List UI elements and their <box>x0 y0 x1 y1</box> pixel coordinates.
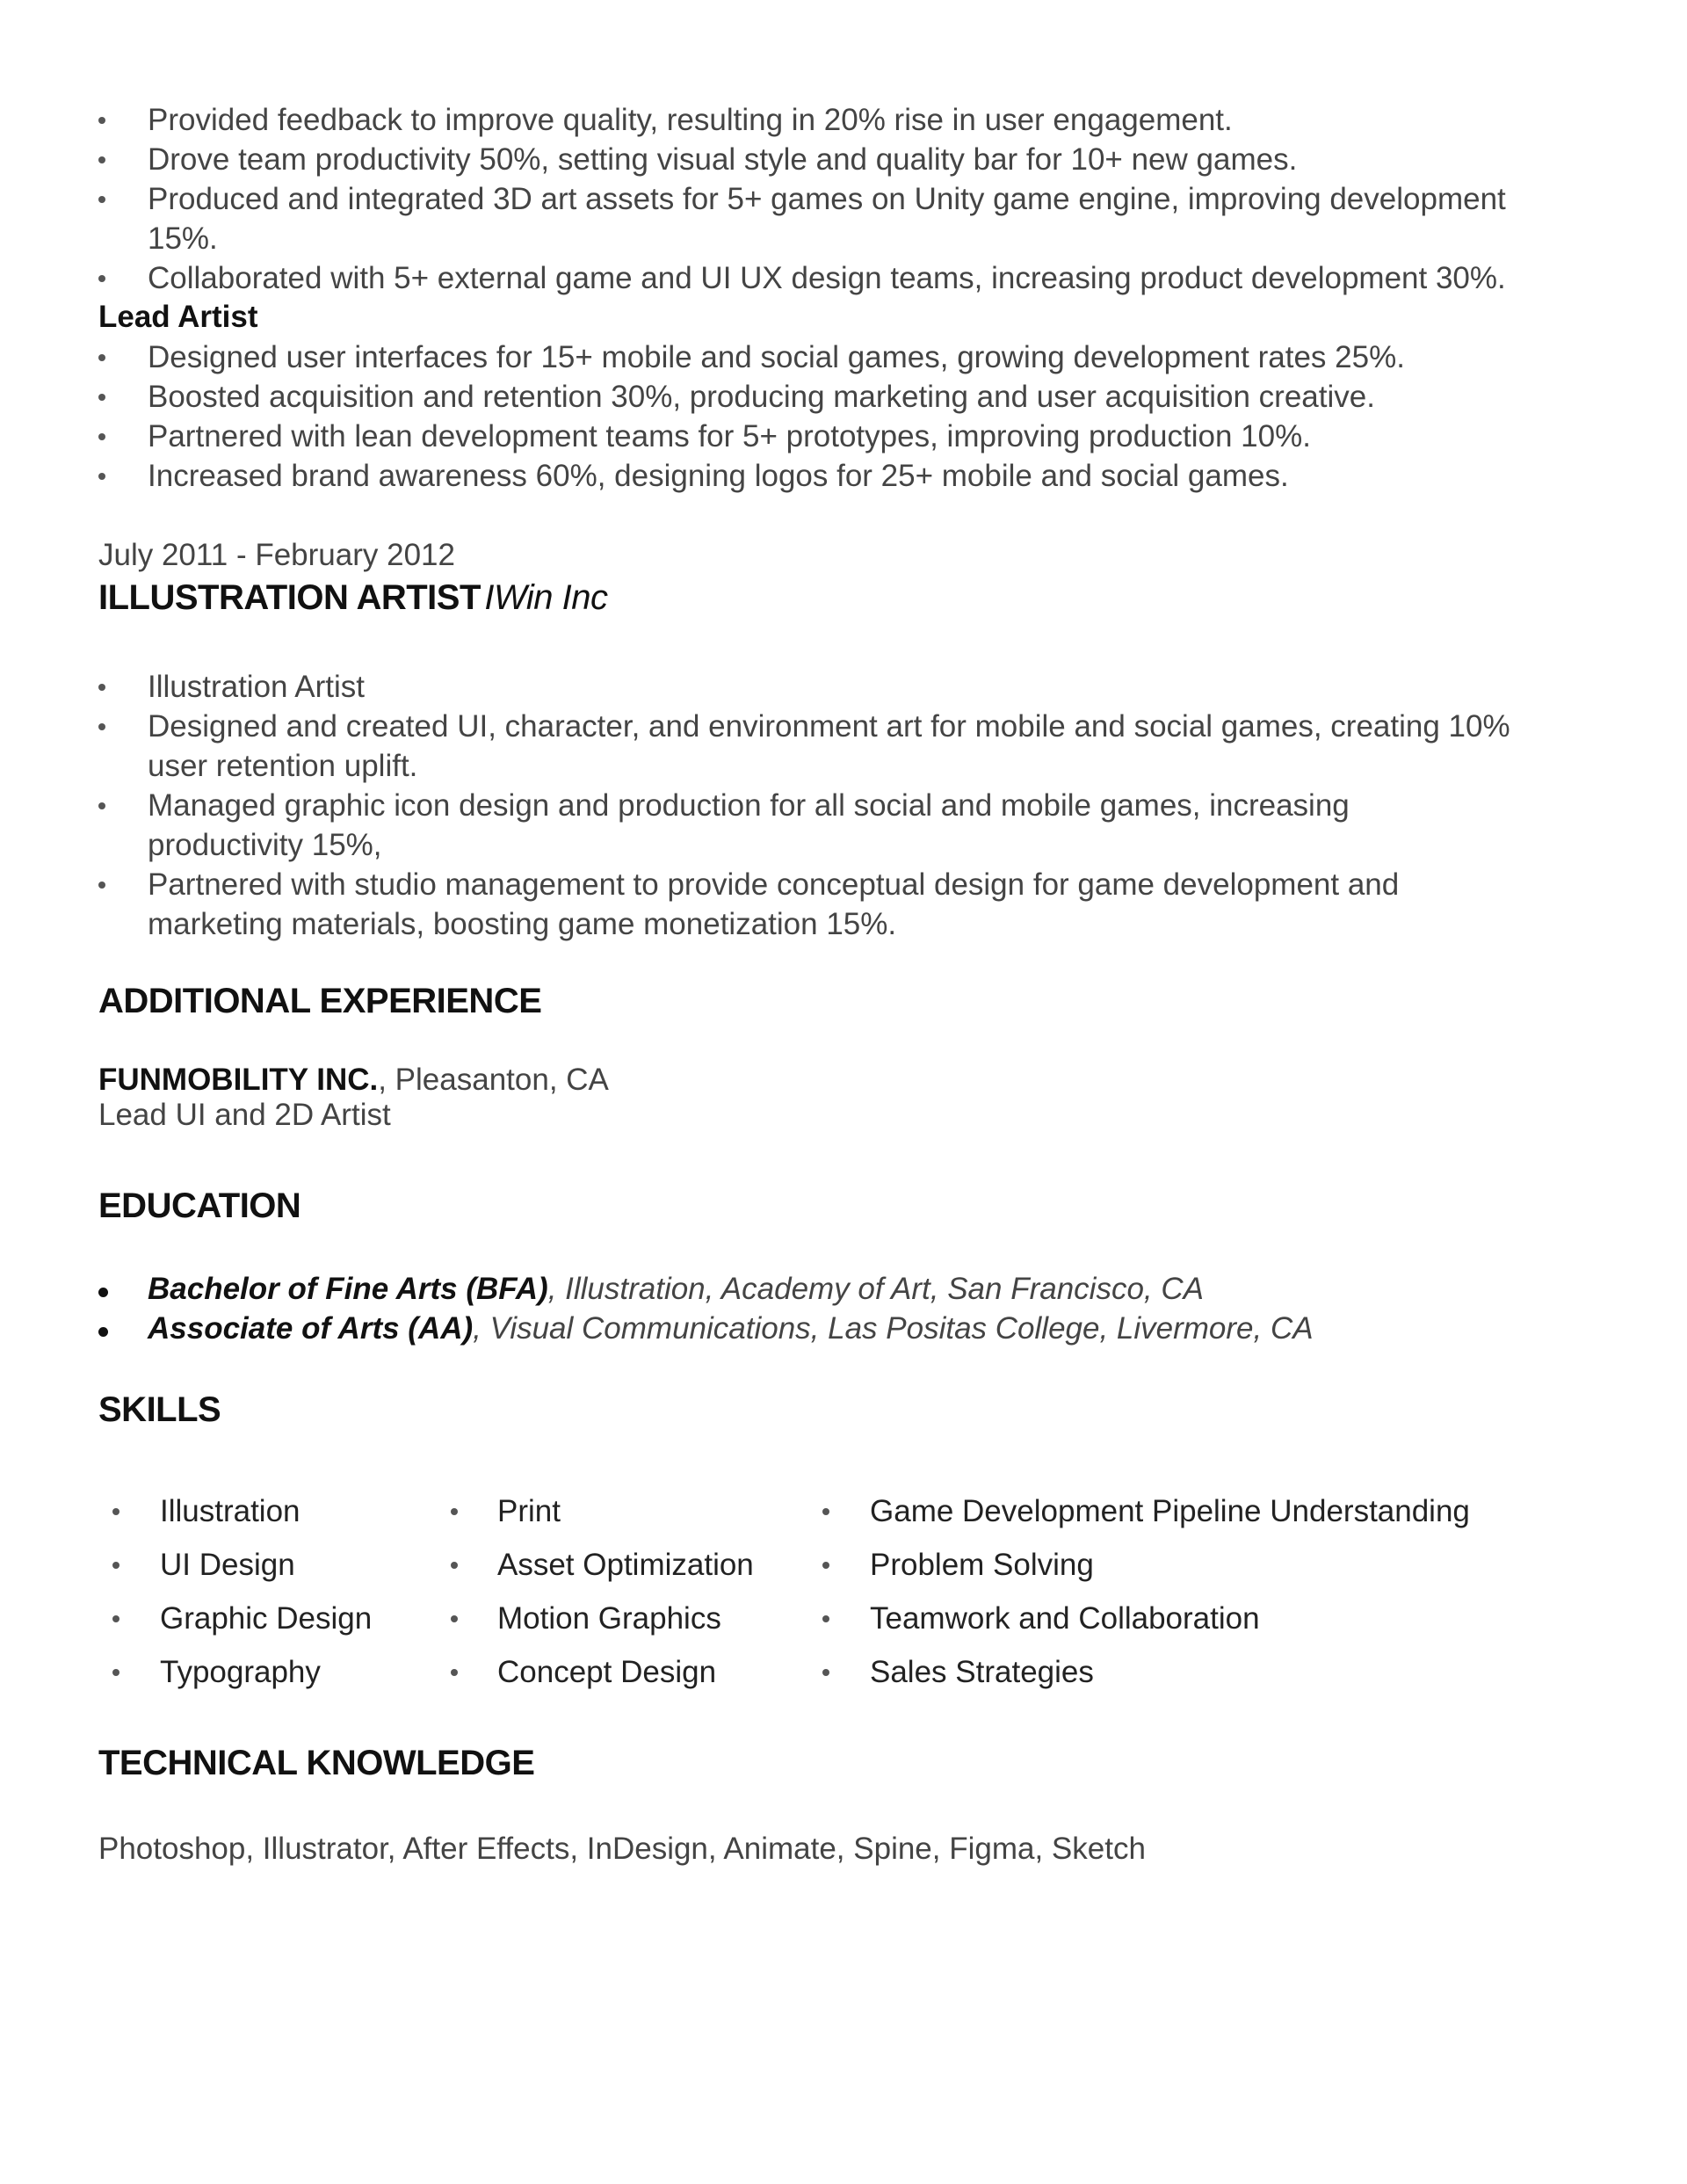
list-item: Designed user interfaces for 15+ mobile and social games, growing development rates 25%. <box>148 340 1405 374</box>
skill-item: Asset Optimization <box>497 1548 754 1582</box>
degree-detail: , Illustration, Academy of Art, San Francisco, CA <box>547 1272 1204 1306</box>
list-item-continuation: user retention uplift. <box>148 749 418 783</box>
bullet-icon <box>98 802 105 809</box>
skill-item: Sales Strategies <box>870 1655 1094 1689</box>
bullet-icon <box>98 117 105 124</box>
bullet-icon <box>98 433 105 440</box>
bullet-icon <box>112 1508 119 1515</box>
job-dates: July 2011 - February 2012 <box>98 538 455 572</box>
list-item: Boosted acquisition and retention 30%, producing marketing and user acquisition creative. <box>148 380 1375 414</box>
bullet-icon <box>98 275 105 282</box>
skill-item: Illustration <box>160 1494 300 1528</box>
bullet-icon <box>451 1615 458 1622</box>
skill-item: Problem Solving <box>870 1548 1094 1582</box>
list-item: Partnered with lean development teams for 5+ prototypes, improving production 10%. <box>148 419 1311 453</box>
lead-artist-title: Lead Artist <box>98 300 258 334</box>
bullet-icon <box>451 1508 458 1515</box>
list-item: Produced and integrated 3D art assets for 5+ games on Unity game engine, improving development <box>148 182 1506 216</box>
degree-name: Associate of Arts (AA) <box>148 1311 474 1346</box>
bullet-icon <box>98 156 105 163</box>
additional-company-line <box>98 1060 609 1099</box>
additional-role: Lead UI and 2D Artist <box>98 1098 391 1132</box>
job-heading <box>98 576 607 620</box>
list-item: Partnered with studio management to provide conceptual design for game development and <box>148 867 1400 902</box>
bullet-icon <box>98 882 105 889</box>
skill-item: Typography <box>160 1655 321 1689</box>
bullet-icon <box>98 1327 108 1337</box>
bullet-icon <box>451 1562 458 1569</box>
degree-detail: , Visual Communications, Las Positas College, Livermore, CA <box>473 1311 1314 1346</box>
skill-item: UI Design <box>160 1548 295 1582</box>
bullet-icon <box>112 1562 119 1569</box>
list-item: Illustration Artist <box>148 670 366 704</box>
bullet-icon <box>822 1615 829 1622</box>
skills-heading: SKILLS <box>98 1390 221 1429</box>
list-item <box>148 1309 1314 1348</box>
job-title: ILLUSTRATION ARTIST <box>98 578 481 617</box>
list-item: Collaborated with 5+ external game and UI UX design teams, increasing product development 30%. <box>148 261 1506 295</box>
skill-item: Motion Graphics <box>497 1601 721 1636</box>
bullet-icon <box>98 684 105 691</box>
company-location: , Pleasanton, CA <box>378 1063 609 1097</box>
skill-item: Print <box>497 1494 561 1528</box>
bullet-icon <box>98 354 105 361</box>
list-item: Increased brand awareness 60%, designing logos for 25+ mobile and social games. <box>148 459 1289 493</box>
list-item-continuation: productivity 15%, <box>148 828 382 862</box>
additional-experience-heading: ADDITIONAL EXPERIENCE <box>98 982 542 1020</box>
job-company: IWin Inc <box>484 578 608 617</box>
bullet-icon <box>451 1669 458 1676</box>
education-heading: EDUCATION <box>98 1186 301 1225</box>
skill-item: Game Development Pipeline Understanding <box>870 1494 1470 1528</box>
technical-text: Photoshop, Illustrator, After Effects, InDesign, Animate, Spine, Figma, Sketch <box>98 1832 1146 1866</box>
bullet-icon <box>98 196 105 203</box>
list-item-continuation: 15%. <box>148 221 218 256</box>
skill-item: Concept Design <box>497 1655 717 1689</box>
skill-item: Teamwork and Collaboration <box>870 1601 1260 1636</box>
bullet-icon <box>822 1669 829 1676</box>
list-item <box>148 1269 1204 1309</box>
company-name: FUNMOBILITY INC. <box>98 1063 379 1097</box>
bullet-icon <box>98 473 105 480</box>
bullet-icon <box>112 1669 119 1676</box>
bullet-icon <box>98 394 105 401</box>
bullet-icon <box>822 1508 829 1515</box>
skill-item: Graphic Design <box>160 1601 373 1636</box>
list-item-continuation: marketing materials, boosting game monetization 15%. <box>148 907 897 941</box>
degree-name: Bachelor of Fine Arts (BFA) <box>148 1272 548 1306</box>
bullet-icon <box>112 1615 119 1622</box>
list-item: Drove team productivity 50%, setting visual style and quality bar for 10+ new games. <box>148 142 1298 177</box>
list-item: Provided feedback to improve quality, resulting in 20% rise in user engagement. <box>148 103 1233 137</box>
bullet-icon <box>98 1288 108 1297</box>
list-item: Designed and created UI, character, and environment art for mobile and social games, creating 10% <box>148 709 1510 744</box>
bullet-icon <box>822 1562 829 1569</box>
technical-heading: TECHNICAL KNOWLEDGE <box>98 1744 535 1782</box>
list-item: Managed graphic icon design and production for all social and mobile games, increasing <box>148 788 1350 823</box>
bullet-icon <box>98 723 105 730</box>
